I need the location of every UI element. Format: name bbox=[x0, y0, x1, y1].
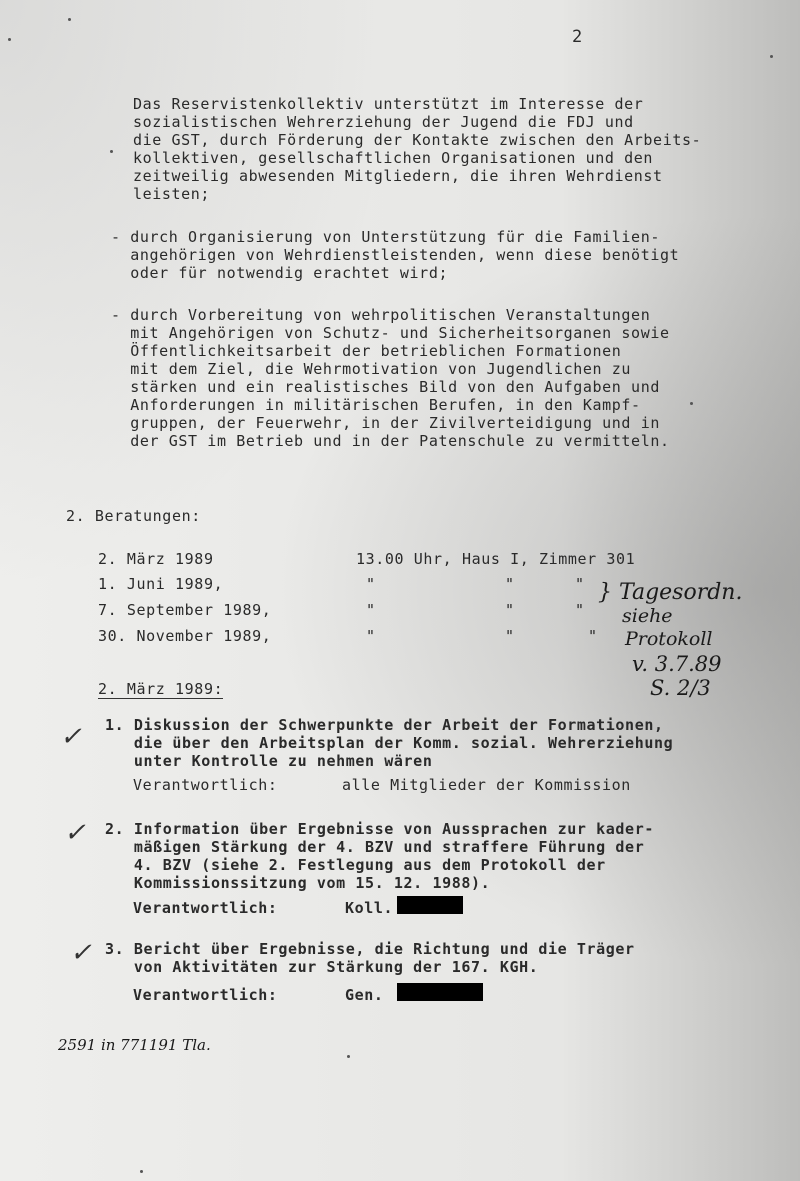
agenda-item-line: Kommissionssitzung vom 15. 12. 1988). bbox=[105, 874, 491, 892]
ditto-mark: " bbox=[505, 575, 515, 593]
scan-speck bbox=[347, 1055, 350, 1058]
bullet-line: - durch Organisierung von Unterstützung für die Familien- bbox=[111, 228, 660, 246]
intro-line: zeitweilig abwesenden Mitgliedern, die ihren Wehrdienst bbox=[133, 167, 663, 185]
ditto-mark: " bbox=[505, 627, 515, 645]
meeting-date: 7. September 1989, bbox=[98, 601, 272, 619]
agenda-item-line: 4. BZV (siehe 2. Festlegung aus dem Protokoll der bbox=[105, 856, 606, 874]
ditto-mark: " bbox=[588, 627, 598, 645]
responsible-label: Verantwortlich: bbox=[133, 776, 278, 794]
redaction-bar bbox=[397, 983, 483, 1001]
agenda-item-line: von Aktivitäten zur Stärkung der 167. KGH. bbox=[105, 958, 539, 976]
handwritten-note: S. 2/3 bbox=[650, 676, 711, 700]
meeting-date: 2. März 1989 bbox=[98, 550, 214, 568]
section-heading: 2. Beratungen: bbox=[66, 507, 201, 525]
ditto-mark: " bbox=[575, 575, 585, 593]
meeting-date: 30. November 1989, bbox=[98, 627, 272, 645]
check-mark-icon: ✓ bbox=[70, 938, 92, 968]
agenda-item-line: 3. Bericht über Ergebnisse, die Richtung und die Träger bbox=[105, 940, 635, 958]
bullet-line: Anforderungen in militärischen Berufen, in den Kampf- bbox=[111, 396, 641, 414]
scan-speck bbox=[140, 1170, 143, 1173]
scan-speck bbox=[8, 38, 11, 41]
redaction-bar bbox=[397, 896, 463, 914]
scan-speck bbox=[770, 55, 773, 58]
ditto-mark: " bbox=[575, 601, 585, 619]
responsible-label: Verantwortlich: bbox=[133, 899, 278, 917]
responsible-value: alle Mitglieder der Kommission bbox=[342, 776, 631, 794]
meeting-date: 1. Juni 1989, bbox=[98, 575, 224, 593]
bullet-line: mit dem Ziel, die Wehrmotivation von Jugendlichen zu bbox=[111, 360, 632, 378]
scan-speck bbox=[68, 18, 71, 21]
bullet-line: oder für notwendig erachtet wird; bbox=[111, 264, 449, 282]
scan-speck bbox=[110, 150, 113, 153]
intro-line: sozialistischen Wehrerziehung der Jugend die FDJ und bbox=[133, 113, 634, 131]
agenda-item-line: die über den Arbeitsplan der Komm. sozial. Wehrerziehung bbox=[105, 734, 674, 752]
bullet-line: der GST im Betrieb und in der Patenschule zu vermitteln. bbox=[111, 432, 670, 450]
intro-line: kollektiven, gesellschaftlichen Organisationen und den bbox=[133, 149, 654, 167]
agenda-heading: 2. März 1989: bbox=[98, 680, 224, 698]
check-mark-icon: ✓ bbox=[64, 818, 86, 848]
handwritten-note: } Tagesordn. bbox=[598, 580, 743, 605]
bullet-line: stärken und ein realistisches Bild von den Aufgaben und bbox=[111, 378, 660, 396]
intro-line: Das Reservistenkollektiv unterstützt im Interesse der bbox=[133, 95, 644, 113]
responsible-value: Gen. bbox=[345, 986, 384, 1004]
bullet-line: angehörigen von Wehrdienstleistenden, wenn diese benötigt bbox=[111, 246, 680, 264]
meeting-time: 13.00 Uhr, Haus I, Zimmer 301 bbox=[356, 550, 636, 568]
intro-line: leisten; bbox=[133, 185, 211, 203]
agenda-item-line: unter Kontrolle zu nehmen wären bbox=[105, 752, 433, 770]
footer-scrawl: 2591 in 771191 Tla. bbox=[58, 1036, 211, 1054]
bullet-line: mit Angehörigen von Schutz- und Sicherheitsorganen sowie bbox=[111, 324, 670, 342]
agenda-item-line: 2. Information über Ergebnisse von Aussprachen zur kader- bbox=[105, 820, 654, 838]
ditto-mark: " bbox=[366, 575, 376, 593]
bullet-line: gruppen, der Feuerwehr, in der Zivilverteidigung und in bbox=[111, 414, 660, 432]
check-mark-icon: ✓ bbox=[60, 722, 82, 752]
agenda-item-line: mäßigen Stärkung der 4. BZV und straffere Führung der bbox=[105, 838, 645, 856]
ditto-mark: " bbox=[366, 601, 376, 619]
page-number: 2 bbox=[572, 27, 583, 47]
ditto-mark: " bbox=[366, 627, 376, 645]
handwritten-note: Protokoll bbox=[625, 628, 713, 650]
intro-line: die GST, durch Förderung der Kontakte zwischen den Arbeits- bbox=[133, 131, 702, 149]
agenda-item-line: 1. Diskussion der Schwerpunkte der Arbeit der Formationen, bbox=[105, 716, 664, 734]
handwritten-note: siehe bbox=[622, 605, 673, 627]
bullet-line: Öffentlichkeitsarbeit der betrieblichen Formationen bbox=[111, 342, 622, 360]
scan-speck bbox=[690, 402, 693, 405]
handwritten-note: v. 3.7.89 bbox=[632, 652, 722, 676]
ditto-mark: " bbox=[505, 601, 515, 619]
bullet-line: - durch Vorbereitung von wehrpolitischen Veranstaltungen bbox=[111, 306, 651, 324]
responsible-value: Koll. bbox=[345, 899, 394, 917]
responsible-label: Verantwortlich: bbox=[133, 986, 278, 1004]
